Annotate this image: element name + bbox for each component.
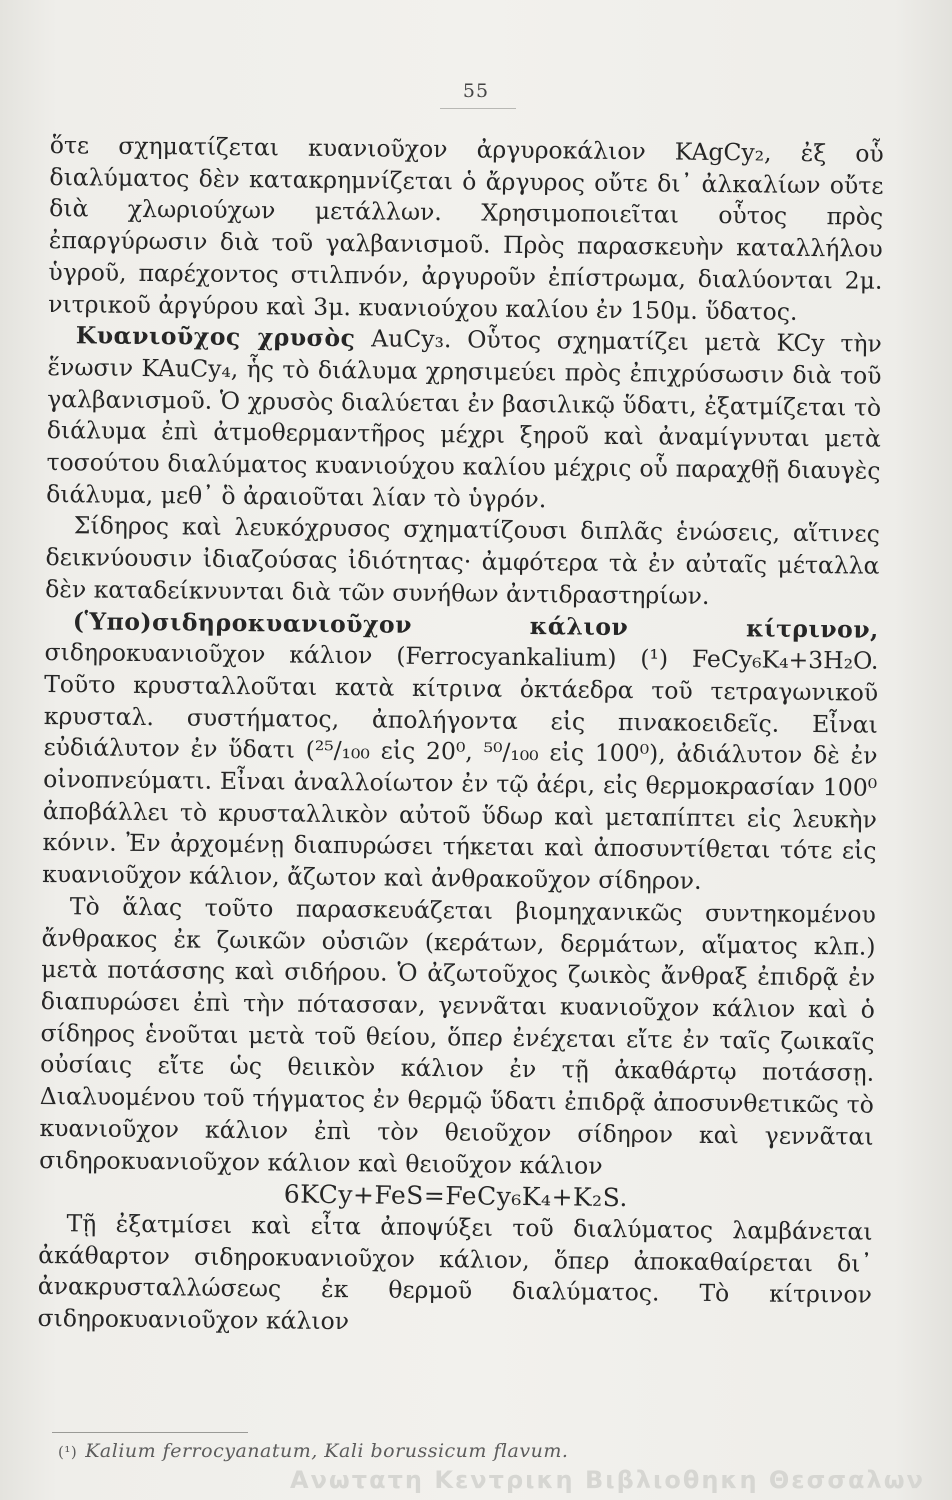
paragraph-preparation: Τὸ ἅλας τοῦτο παρασκευάζεται βιομηχανικῶς συντηκομένου ἄνθρακος ἐκ ζωικῶν οὐσιῶν (κεράτων, δερμάτων, αἵματος κλπ.) μετὰ ποτάσσης καὶ σιδήρου. Ὁ ἀζωτοῦχος ζωικὸς ἄνθραξ ἐπιδρᾷ ἐν διαπυρώσει ἐπὶ τὴν πότασσαν, γεννᾶται κυανιοῦχον κάλιον καὶ ὁ σίδηρος ἑνοῦται μετὰ τοῦ θείου, ὅπερ ἐνέχεται εἴτε ἐν ταῖς ζωικαῖς οὐσίαις εἴτε ὡς θειικὸν κάλιον ἐν τῇ ἀκαθάρτῳ ποτάσσῃ. Διαλυομένου τοῦ τήγματος ἐν θερμῷ ὕδατι ἐπιδρᾷ ἀποσυνθετικῶς τὸ κυανιοῦχον κάλιον ἐπὶ τὸν θειοῦχον σίδηρον καὶ γεννᾶται σιδηροκυανιοῦχον κάλιον καὶ θειοῦχον κάλιον (39, 892, 876, 1180)
footnote-text: Kalium ferrocyanatum, Kali borussicum flavum. (85, 1440, 569, 1462)
footnote-marker: (¹) (58, 1443, 78, 1461)
paragraph-closing: Τῇ ἐξατμίσει καὶ εἶτα ἀποψύξει τοῦ διαλύματος λαμβάνεται ἀκάθαρτον σιδηροκυανιοῦχον κάλιον, ὅπερ ἀποκαθαίρεται δι᾽ ἀνακρυσταλλώσεως ἐκ θερμοῦ διαλύματος. Τὸ κίτρινον σιδηροκυανιοῦχον κάλιον (37, 1209, 873, 1336)
paragraph-gold-cyanide (46, 320, 882, 519)
paragraph-ferrocyanide (42, 606, 879, 900)
footnote-rule (52, 1432, 248, 1433)
paragraph-double-compounds: Σίδηρος καὶ λευκόχρυσος σχηματίζουσι διπλᾶς ἑνώσεις, αἵτινες δεικνύουσιν ἰδιαζούσας ἰδιότητας· ἀμφότερα τὰ ἐν αὐταῖς μέταλλα δὲν καταδείκνυνται διὰ τῶν συνήθων ἀντιδραστηρίων. (45, 511, 880, 610)
page-number: 55 (462, 80, 490, 102)
footnote (58, 1440, 898, 1462)
paragraph-silver-cyanide: ὅτε σχηματίζεται κυανιοῦχον ἀργυροκάλιον KAgCy₂, ἐξ οὗ διαλύματος δὲν κατακρημνίζεται ὁ ἄργυρος οὔτε δι᾽ ἀλκαλίων οὔτε διὰ χλωριούχων μετάλλων. Χρησιμοποιεῖται οὗτος πρὸς ἐπαργύρωσιν διὰ τοῦ γαλβανισμοῦ. Πρὸς παρασκευὴν καταλλήλου ὑγροῦ, παρέχοντος στιλπνόν, ἀργυροῦν ἐπίστρωμα, διαλύονται 2μ. νιτρικοῦ ἀργύρου καὶ 3μ. κυανιούχου καλίου ἐν 150μ. ὕδατος. (48, 130, 884, 326)
ferrocyanide-text: σιδηροκυανιοῦχον κάλιον (Ferrocyankalium) (¹) FeCy₆K₄+3H₂O. Τοῦτο κρυσταλλοῦται κατὰ κίτρινα ὀκτάεδρα τοῦ τετραγωνικοῦ κρυσταλ. συστήματος, ἀπολήγοντα εἰς πινακοειδεῖς. Εἶναι εὐδιάλυτον ἐν ὕδατι (²⁵/₁₀₀ εἰς 20⁰, ⁵⁰/₁₀₀ εἰς 100⁰), ἀδιάλυτον δὲ ἐν οἰνοπνεύματι. Εἶναι ἀναλλοίωτον ἐν τῷ ἀέρι, εἰς θερμοκρασίαν 100⁰ ἀποβάλλει τὸ κρυσταλλικὸν αὐτοῦ ὕδωρ καὶ μεταπίπτει εἰς λευκὴν κόνιν. Ἐν ἀρχομένῃ διαπυρώσει τήκεται καὶ ἀποσυντίθεται τότε εἰς κυανιοῦχον κάλιον, ἄζωτον καὶ ἀνθρακοῦχον σίδηρον. (42, 638, 879, 896)
gold-cyanide-heading: Κυανιοῦχος χρυσὸς (75, 321, 356, 353)
chemical-equation: 6KCy+FeS=FeCy₆K₄+K₂S. (283, 1179, 629, 1213)
body-text (37, 130, 884, 1343)
ferrocyanide-heading: (Ὑπο)σιδηροκυανιοῦχον κάλιον κίτρινον, (72, 606, 879, 644)
gold-cyanide-text: AuCy₃. Οὗτος σχηματίζει μετὰ KCy τὴν ἕνωσιν KAuCy₄, ἧς τὸ διάλυμα χρησιμεύει πρὸς ἐπιχρύσωσιν διὰ τοῦ γαλβανισμοῦ. Ὁ χρυσὸς διαλύεται ἐν βασιλικῷ ὕδατι, ἐξατμίζεται τὸ διάλυμα ἐπὶ ἀτμοθερμαντῆρος μέχρι ξηροῦ καὶ ἀναμίγνυται μετὰ τοσούτου διαλύματος κυανιούχου καλίου μέχρις οὗ παραχθῇ διαυγὲς διάλυμα, μεθ᾽ ὃ ἀραιοῦται λίαν τὸ ὑγρόν. (46, 324, 882, 513)
library-watermark: Ανωτατη Κεντρικη Βιβλιοθηκη Θεσσαλων (290, 1466, 925, 1494)
header-rule (440, 108, 516, 109)
